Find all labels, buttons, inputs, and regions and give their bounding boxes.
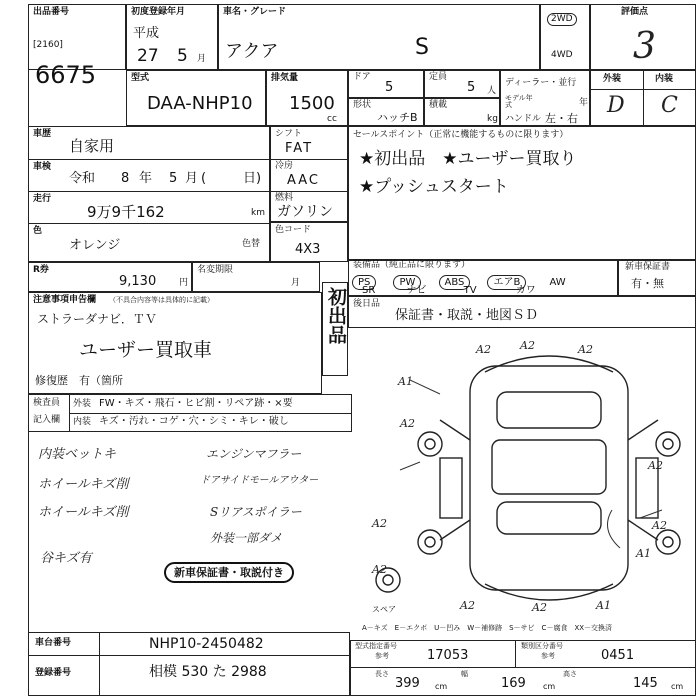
damage-mark-7: A2 xyxy=(372,517,387,530)
equip-airbag: エアB xyxy=(487,275,526,290)
mileage-label: 走行 xyxy=(33,194,52,204)
shift-label: シフト xyxy=(275,129,303,139)
inspect-year-unit: 年 xyxy=(139,171,153,186)
equip-leather: カワ xyxy=(515,285,536,296)
hand-note-1: 内装ベットキ xyxy=(38,447,117,462)
door-label: ドア xyxy=(353,72,371,82)
drive-2wd: 2WD xyxy=(547,13,577,26)
equip-ps: PS xyxy=(352,275,376,290)
model-label: 型式 xyxy=(131,73,150,83)
width-unit: cm xyxy=(543,682,556,691)
damage-mark-6: A2 xyxy=(648,459,663,472)
disp-unit: cc xyxy=(327,114,337,124)
height-unit: cm xyxy=(671,682,684,691)
handle-value: 左・右 xyxy=(545,112,578,125)
ext-row-label: 外装 xyxy=(73,399,92,409)
history-value: 自家用 xyxy=(69,137,115,155)
r-label: R券 xyxy=(33,265,49,275)
footer-right xyxy=(350,640,696,696)
hand-note-3: ホイールキズ削 xyxy=(38,505,129,520)
type-label: 型式指定番号 xyxy=(355,642,397,650)
damage-mark-8: A1 xyxy=(636,547,651,560)
r-value: 9,130 xyxy=(119,274,157,289)
sales-line1: ★初出品 ★ユーザー買取り xyxy=(359,149,577,169)
color-code-label: 色コード xyxy=(275,225,312,235)
int-row: キズ・汚れ・コゲ・穴・シミ・キレ・破し xyxy=(99,416,289,427)
ac-value: AAC xyxy=(287,173,320,188)
inspect-year: 8 xyxy=(121,171,130,186)
type-ref: 参考 xyxy=(375,652,389,660)
notes-sub: （不具合内容等は具体的に記載） xyxy=(109,296,214,304)
color-swap-label: 色替 xyxy=(242,239,261,249)
diagram-legend: A－キズ E－エクボ U－凹み W－補修跡 S－サビ C－腐食 XX－交換済 xyxy=(362,624,613,632)
plate-label: 登録番号 xyxy=(35,668,72,678)
damage-mark-13: A1 xyxy=(596,599,611,612)
color-label: 色 xyxy=(33,226,43,236)
dealer-label: ディーラー・並行 xyxy=(505,78,577,88)
load-label: 積載 xyxy=(429,100,448,110)
color-value: オレンジ xyxy=(69,238,121,253)
sales-line2: ★プッシュスタート xyxy=(359,177,509,197)
damage-mark-12: A2 xyxy=(532,601,547,614)
plate-value: 相模 530 た 2988 xyxy=(149,664,267,680)
first-reg-era: 平成 xyxy=(133,26,160,41)
notes-line2: ユーザー買取車 xyxy=(79,339,213,361)
name-label: 車名・グレード xyxy=(223,7,287,17)
stamp-text: 初出品 xyxy=(325,287,347,344)
int-value: C xyxy=(661,93,678,118)
lot-number: 6675 xyxy=(35,61,97,89)
height-label: 高さ xyxy=(563,670,577,678)
year-unit: 年 xyxy=(579,98,589,108)
cap-value: 5 xyxy=(467,80,476,95)
hand-note-6: ドアサイドモールアウター xyxy=(200,475,319,486)
mileage-unit: km xyxy=(251,208,265,218)
inspect-month-unit: 月 xyxy=(185,171,199,186)
damage-mark-5: A1 xyxy=(398,375,413,388)
first-reg-month-unit: 月 xyxy=(197,54,207,64)
repair-label: 修復歴 xyxy=(35,374,68,387)
ext-label: 外装 xyxy=(603,74,622,84)
first-reg-year: 27 xyxy=(137,46,159,66)
equipment-label: 装備品（純正品に限ります） xyxy=(353,260,471,270)
inspect-paren: ( xyxy=(201,171,207,186)
hand-note-5: エンジンマフラー xyxy=(206,447,302,461)
inspector-label2: 記入欄 xyxy=(33,415,61,425)
equip-tv: TV xyxy=(463,285,477,296)
footer-left xyxy=(28,632,350,696)
lot-label: 出品番号 xyxy=(33,7,70,17)
disp-label: 排気量 xyxy=(271,73,299,83)
hand-note-4: 谷キズ有 xyxy=(40,551,92,566)
equip-sr: SR xyxy=(362,285,376,296)
history-label: 車歴 xyxy=(33,129,52,139)
ac-label: 冷房 xyxy=(275,161,294,171)
load-unit: kg xyxy=(487,114,498,124)
chassis-value: NHP10-2450482 xyxy=(149,636,264,652)
drive-4wd: 4WD xyxy=(551,50,573,60)
sales-label: セールスポイント（正常に機能するものに限ります） xyxy=(353,130,569,140)
damage-mark-11: A2 xyxy=(460,599,475,612)
r-unit: 円 xyxy=(179,278,189,288)
tax-unit: 月 xyxy=(291,278,301,288)
int-label: 内装 xyxy=(655,74,674,84)
length-unit: cm xyxy=(435,682,448,691)
class-ref: 参考 xyxy=(541,652,555,660)
width-label: 幅 xyxy=(461,670,468,678)
spare-label: スペア xyxy=(372,605,396,614)
damage-mark-3: A2 xyxy=(578,343,593,356)
notes-line1: ストラーダナビ．ＴＶ xyxy=(37,312,157,326)
disp-value: 1500 xyxy=(289,93,335,114)
damage-mark-9: A2 xyxy=(652,519,667,532)
score-value: 3 xyxy=(633,26,656,67)
shape-label: 形状 xyxy=(353,100,372,110)
length-value: 399 xyxy=(395,676,420,691)
model-value: DAA-NHP10 xyxy=(147,93,253,114)
hand-note-7: Sリアスポイラー xyxy=(210,505,302,519)
inspect-label: 車検 xyxy=(33,162,52,172)
docs-label: 後日品 xyxy=(353,299,381,309)
door-value: 5 xyxy=(385,80,394,95)
first-reg-label: 初度登録年月 xyxy=(131,7,186,17)
height-value: 145 xyxy=(633,676,658,691)
equip-aw: AW xyxy=(549,277,566,288)
car-name: アクア xyxy=(225,41,279,62)
repair-value: 有（箇所 xyxy=(79,374,123,387)
equip-pw: PW xyxy=(393,275,421,290)
lot-sub: [2160] xyxy=(33,40,63,50)
inspect-month: 5 xyxy=(169,171,178,186)
mileage-value: 9万9千162 xyxy=(87,203,165,221)
chassis-label: 車台番号 xyxy=(35,638,72,648)
tax-label: 名変期限 xyxy=(197,265,234,275)
new-car-label: 新車保証書 xyxy=(625,262,671,272)
class-value: 0451 xyxy=(601,648,635,663)
car-grade: S xyxy=(415,35,429,60)
cap-unit: 人 xyxy=(487,86,497,96)
damage-mark-2: A2 xyxy=(520,339,535,352)
model-year-label: モデル年式 xyxy=(505,94,533,109)
color-code-value: 4X3 xyxy=(295,242,321,257)
cap-label: 定員 xyxy=(429,72,448,82)
inspect-era: 令和 xyxy=(69,171,96,186)
equip-abs: ABS xyxy=(439,275,471,290)
ext-value: D xyxy=(607,93,625,118)
int-row-label: 内装 xyxy=(73,417,92,427)
length-label: 長さ xyxy=(375,670,389,678)
type-value: 17053 xyxy=(427,648,469,663)
new-car-value: 有・無 xyxy=(631,277,664,290)
handle-label: ハンドル xyxy=(505,114,542,124)
notes-label: 注意事項申告欄 xyxy=(33,295,97,305)
fuel-label: 燃料 xyxy=(275,193,294,203)
inspect-paren-close: 日) xyxy=(243,171,262,186)
ext-row: FW・キズ・飛石・ヒビ割・リペア跡・×要 xyxy=(99,398,293,409)
shape-value: ハッチB xyxy=(377,111,418,124)
damage-mark-1: A2 xyxy=(476,343,491,356)
fuel-value: ガソリン xyxy=(277,204,333,220)
class-label: 類別区分番号 xyxy=(521,642,563,650)
shift-value: FAT xyxy=(285,141,314,156)
inspector-label: 検査員 xyxy=(33,398,61,408)
first-reg-month: 5 xyxy=(177,46,188,66)
docs-value: 保証書・取説・地図ＳＤ xyxy=(395,308,539,323)
warranty-stamp: 新車保証書・取説付き xyxy=(164,562,294,583)
damage-mark-4: A2 xyxy=(400,417,415,430)
damage-mark-10: A2 xyxy=(372,563,387,576)
equip-navi: ナビ xyxy=(406,285,427,296)
width-value: 169 xyxy=(501,676,526,691)
score-label: 評価点 xyxy=(621,7,649,17)
hand-note-8: 外装一部ダメ xyxy=(210,531,283,545)
hand-note-2: ホイールキズ削 xyxy=(38,477,129,492)
